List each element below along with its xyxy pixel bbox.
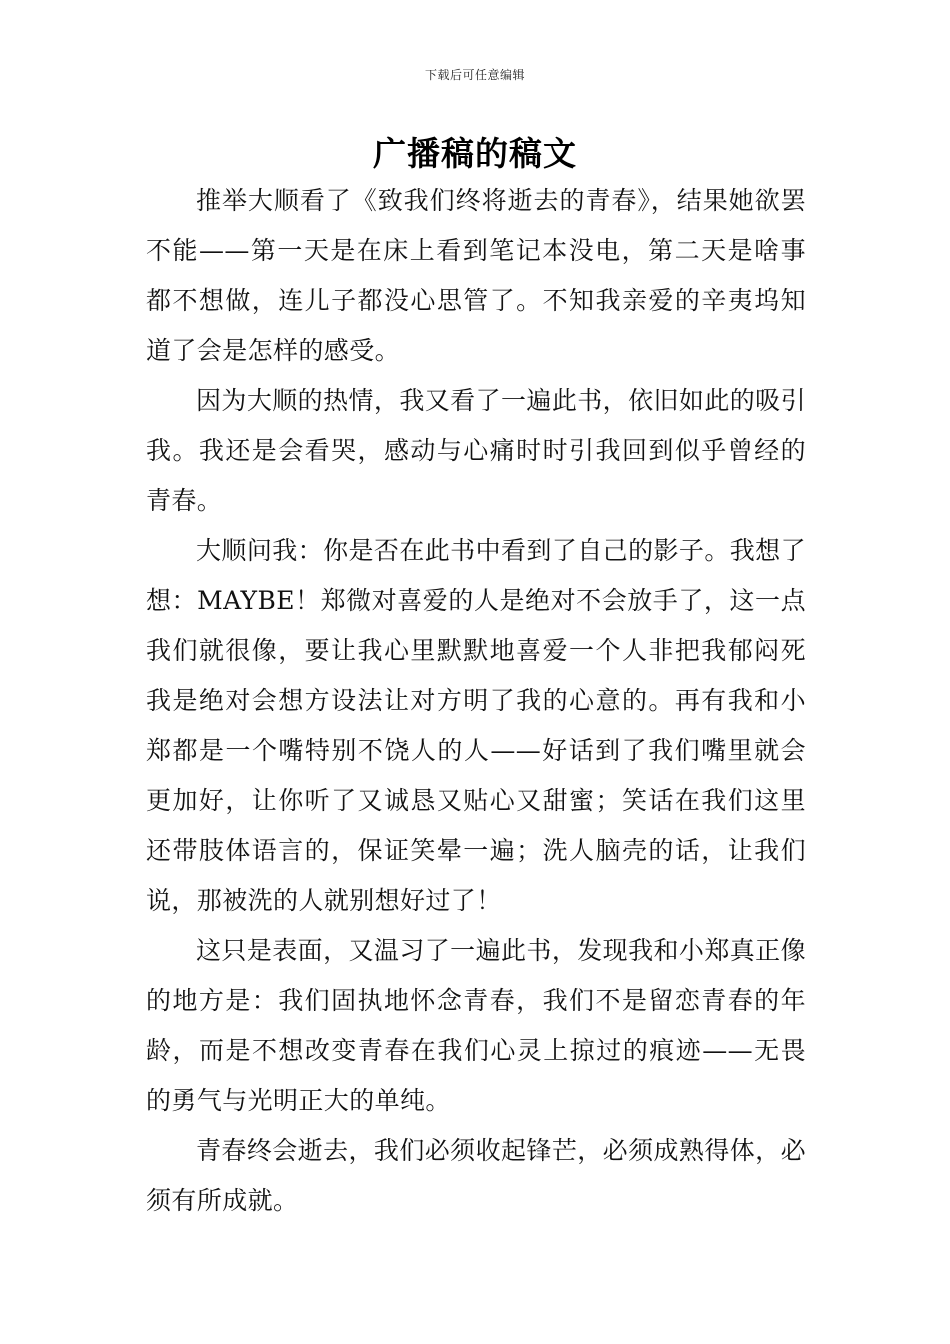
paragraph-5: 青春终会逝去，我们必须收起锋芒，必须成熟得体，必须有所成就。 — [146, 1136, 806, 1215]
paragraph-4: 这只是表面，又温习了一遍此书，发现我和小郑真正像的地方是：我们固执地怀念青春，我们不是留恋青春的年龄，而是不想改变青春在我们心灵上掠过的痕迹——无畏的勇气与光明正大的单纯。 — [146, 936, 806, 1115]
document-title: 广播稿的稿文 — [373, 134, 577, 173]
document-body — [146, 176, 806, 1226]
header-note: 下载后可任意编辑 — [424, 68, 525, 82]
paragraph-2: 因为大顺的热情，我又看了一遍此书，依旧如此的吸引我。我还是会看哭，感动与心痛时时引我回到似乎曾经的青春。 — [146, 386, 806, 515]
paragraph-1: 推举大顺看了《致我们终将逝去的青春》，结果她欲罢不能——第一天是在床上看到笔记本没电，第二天是啥事都不想做，连儿子都没心思管了。不知我亲爱的辛夷坞知道了会是怎样的感受。 — [146, 186, 806, 365]
paragraph-3: 大顺问我：你是否在此书中看到了自己的影子。我想了想：MAYBE！郑微对喜爱的人是绝对不会放手了，这一点我们就很像，要让我心里默默地喜爱一个人非把我郁闷死我是绝对会想方设法让对方明了我的心意的。再有我和小郑都是一个嘴特别不饶人的人——好话到了我们嘴里就会更加好，让你听了又诚恳又贴心又甜蜜；笑话在我们这里还带肢体语言的，保证笑晕一遍；洗人脑壳的话，让我们说，那被洗的人就别想好过了！ — [146, 536, 806, 915]
